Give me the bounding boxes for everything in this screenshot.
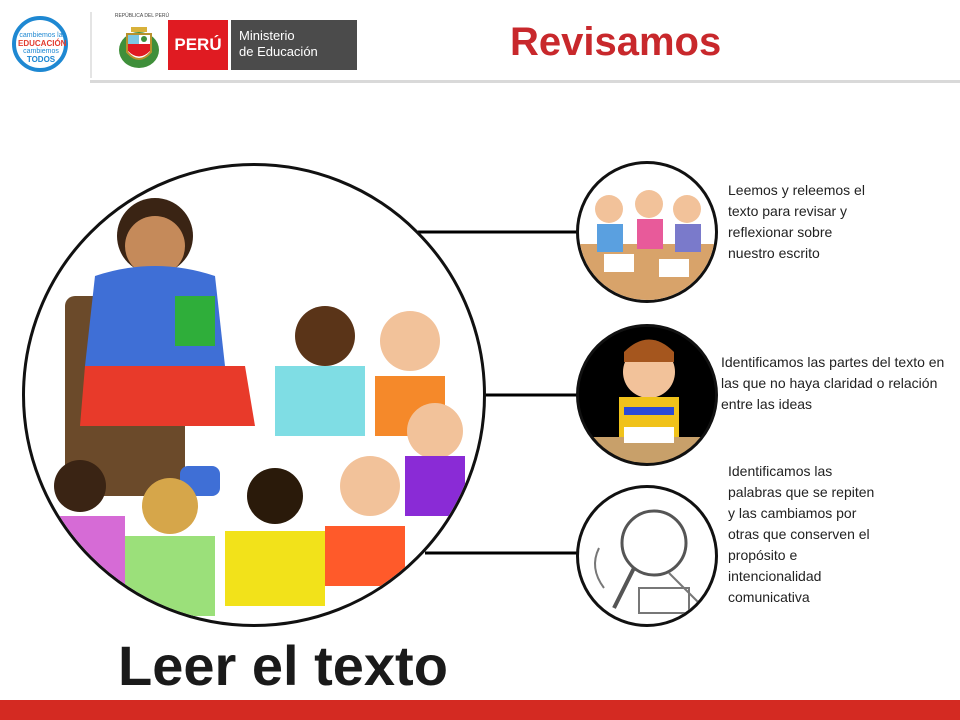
footer-bar bbox=[0, 700, 960, 720]
step-text-3: Identificamos las palabras que se repiten y las cambiamos por otras que conserven el propósito e intencionalidad comunicativa bbox=[728, 463, 875, 605]
emblem-caption: REPÚBLICA DEL PERÚ bbox=[114, 13, 170, 19]
campaign-logo-line3: cambiemos bbox=[23, 48, 59, 55]
students-reading-illustration-icon bbox=[579, 164, 718, 303]
step-image-3 bbox=[576, 485, 718, 627]
step-image-2 bbox=[576, 324, 718, 466]
ministry-line1: Ministerio bbox=[239, 28, 295, 43]
step-text-1: Leemos y releemos el texto para revisar y reflexionar sobre nuestro escrito bbox=[728, 182, 865, 261]
peru-label: PERÚ bbox=[168, 20, 228, 70]
teacher-reading-illustration bbox=[22, 163, 486, 627]
page-title: Revisamos bbox=[510, 20, 722, 64]
step-text-2: Identificamos las partes del texto en las que no haya claridad o relación entre las ideas bbox=[721, 354, 945, 412]
teacher-children-icon bbox=[25, 166, 486, 627]
campaign-logo-line4: TODOS bbox=[26, 55, 56, 64]
child-writing-illustration-icon bbox=[579, 327, 718, 466]
step-image-1 bbox=[576, 161, 718, 303]
read-text-label: Leer el texto bbox=[118, 634, 448, 697]
magnifier-drawing-illustration-icon bbox=[579, 488, 718, 627]
campaign-logo-line1: cambiemos la bbox=[19, 32, 63, 39]
ministry-line2: de Educación bbox=[239, 44, 318, 59]
campaign-logo-line2: EDUCACIÓN bbox=[18, 39, 67, 48]
